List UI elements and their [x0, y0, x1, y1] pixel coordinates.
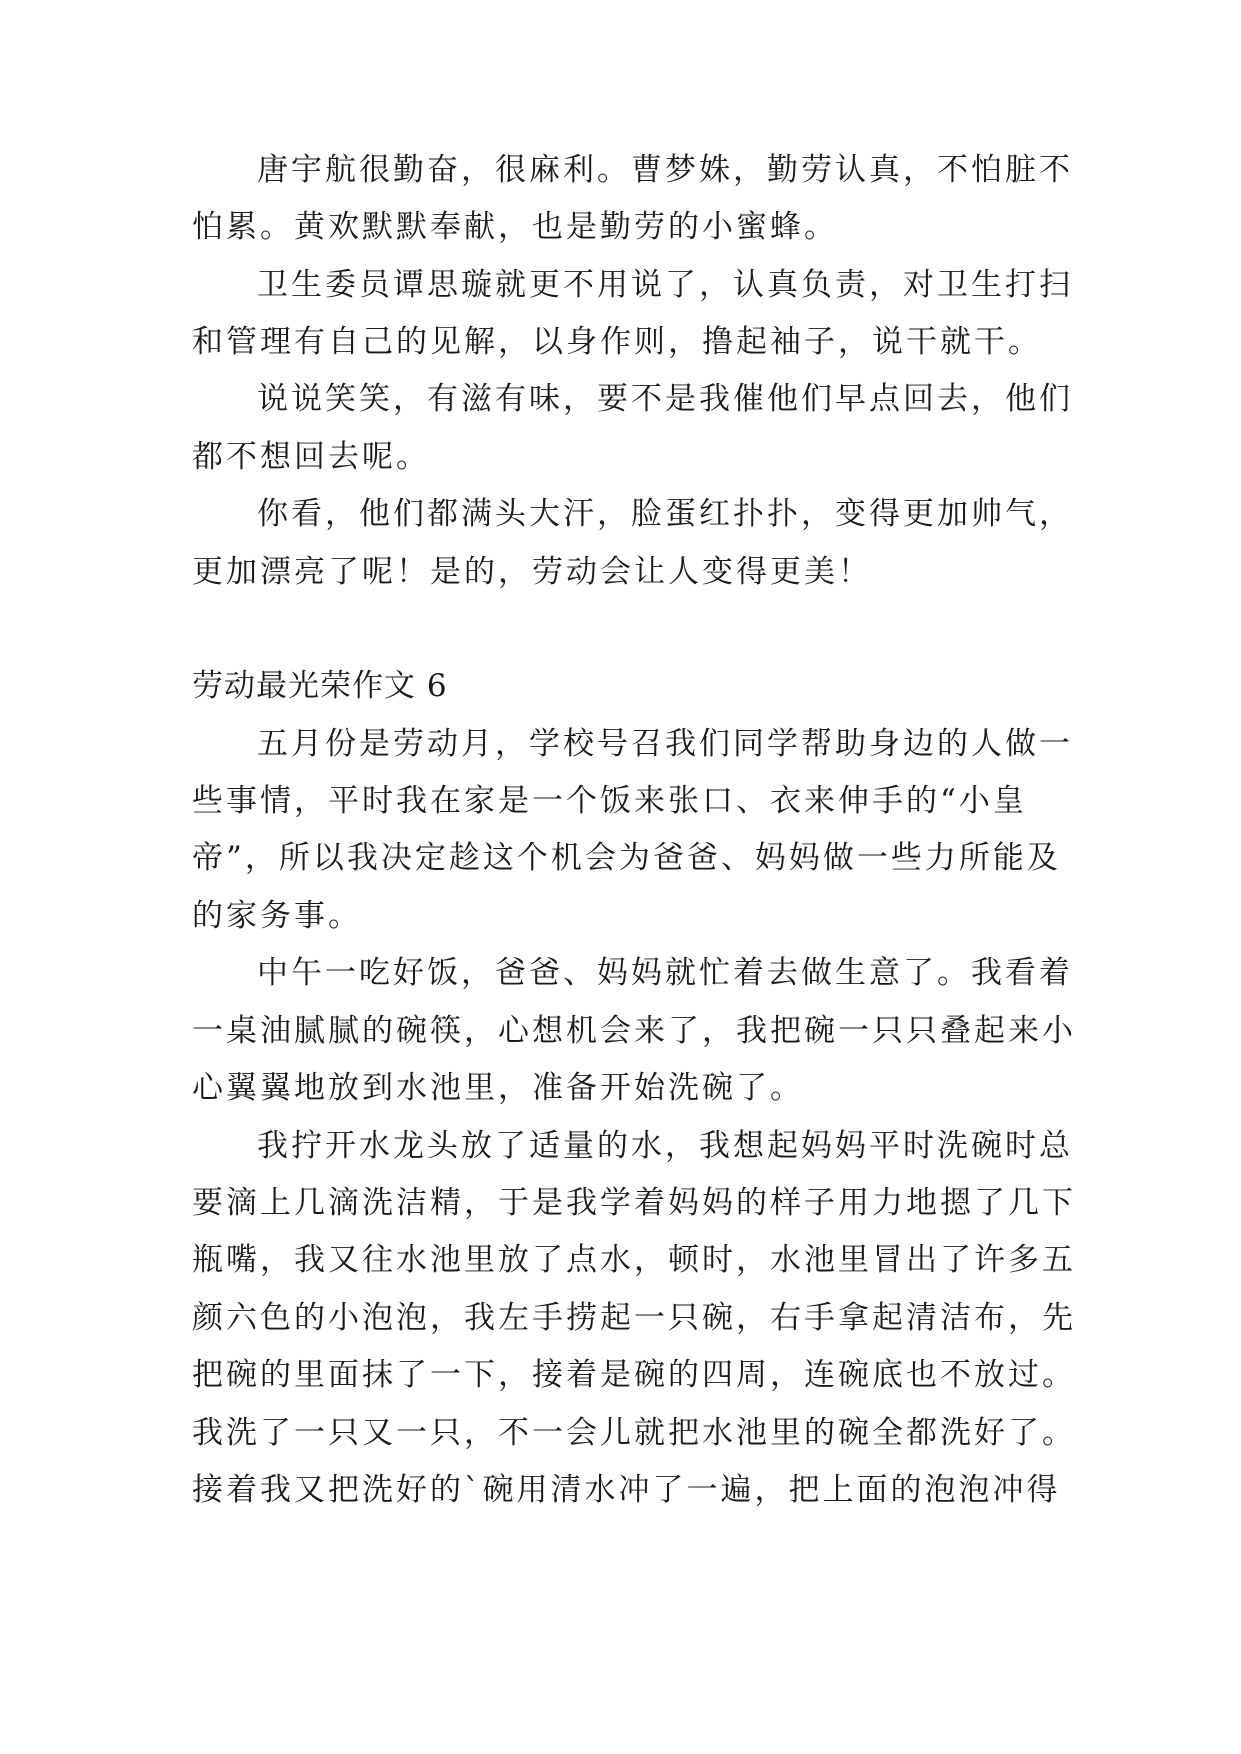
- paragraph-line: 你看，他们都满头大汗，脸蛋红扑扑，变得更加帅气，: [257, 496, 1073, 532]
- paragraph-line: 把碗的里面抹了一下，接着是碗的四周，连碗底也不放过。: [192, 1357, 1076, 1393]
- paragraph-line: 要滴上几滴洗洁精，于是我学着妈妈的样子用力地摁了几下: [192, 1185, 1076, 1221]
- paragraph-line: 帝”，所以我决定趁这个机会为爸爸、妈妈做一些力所能及: [192, 840, 1061, 876]
- paragraph-line: 一桌油腻腻的碗筷，心想机会来了，我把碗一只只叠起来小: [192, 1013, 1076, 1049]
- paragraph-line: 五月份是劳动月，学校号召我们同学帮助身边的人做一: [257, 726, 1073, 762]
- paragraph-line: 的家务事。: [192, 898, 362, 934]
- paragraph-line: 接着我又把洗好的`碗用清水冲了一遍，把上面的泡泡冲得: [192, 1472, 1061, 1508]
- paragraph-line: 我洗了一只又一只，不一会儿就把水池里的碗全都洗好了。: [192, 1415, 1076, 1451]
- section-heading: 劳动最光荣作文 6: [192, 668, 448, 704]
- paragraph-line: 唐宇航很勤奋，很麻利。曹梦姝，勤劳认真，不怕脏不: [257, 152, 1073, 188]
- paragraph-line: 颜六色的小泡泡，我左手捞起一只碗，右手拿起清洁布，先: [192, 1300, 1076, 1336]
- paragraph-line: 些事情，平时我在家是一个饭来张口、衣来伸手的“小皇: [192, 783, 1027, 819]
- paragraph-line: 和管理有自己的见解，以身作则，撸起袖子，说干就干。: [192, 324, 1042, 360]
- paragraph-line: 都不想回去呢。: [192, 439, 430, 475]
- paragraph-line: 卫生委员谭思璇就更不用说了，认真负责，对卫生打扫: [257, 267, 1073, 303]
- paragraph-line: 瓶嘴，我又往水池里放了点水，顿时，水池里冒出了许多五: [192, 1242, 1076, 1278]
- paragraph-line: 怕累。黄欢默默奉献，也是勤劳的小蜜蜂。: [192, 209, 838, 245]
- paragraph-line: 心翼翼地放到水池里，准备开始洗碗了。: [192, 1070, 804, 1106]
- paragraph-line: 中午一吃好饭，爸爸、妈妈就忙着去做生意了。我看着: [257, 955, 1073, 991]
- paragraph-line: 更加漂亮了呢！是的，劳动会让人变得更美！: [192, 554, 872, 590]
- paragraph-line: 我拧开水龙头放了适量的水，我想起妈妈平时洗碗时总: [257, 1128, 1073, 1164]
- paragraph-line: 说说笑笑，有滋有味，要不是我催他们早点回去，他们: [257, 381, 1073, 417]
